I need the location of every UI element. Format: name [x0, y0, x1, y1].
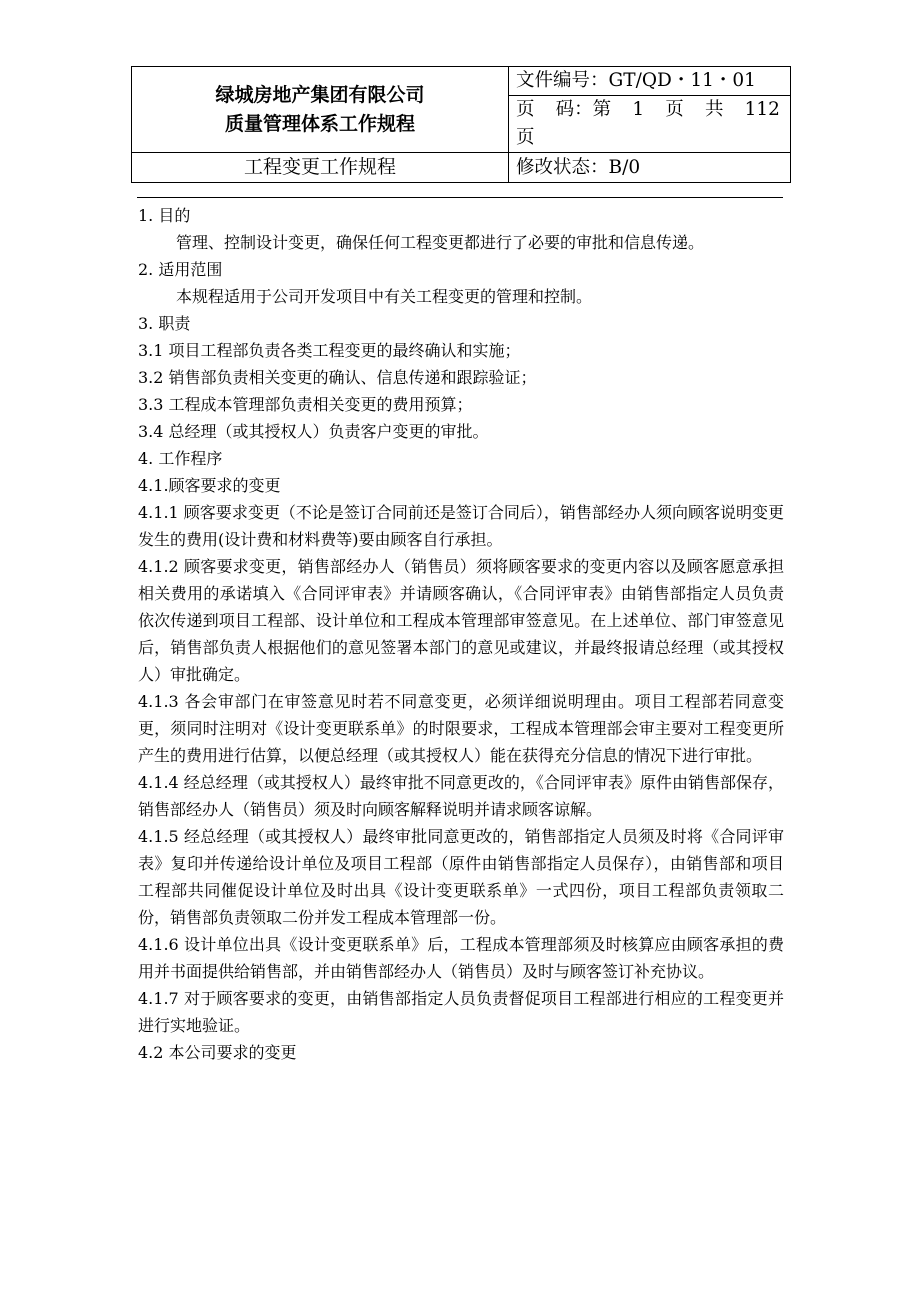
- clause: 4.1.2 顾客要求变更，销售部经办人（销售员）须将顾客要求的变更内容以及顾客愿意承担相关费用的承诺填入《合同评审表》并请顾客确认，《合同评审表》由销售部指定人员负责依次传递到项目工程部、设计单位和工程成本管理部审签意见。在上述单位、部门审签意见后，销售部负责人根据他们的意见签署本部门的意见或建议，并最终报请总经理（或其授权人）审批确定。: [138, 557, 784, 684]
- company-name-cell: [132, 67, 509, 153]
- clause: 4.1.4 经总经理（或其授权人）最终审批不同意更改的，《合同评审表》原件由销售部保存，销售部经办人（销售员）须及时向顾客解释说明并请求顾客谅解。: [138, 773, 784, 819]
- section-heading: 3. 职责: [138, 314, 191, 333]
- page-label-b: 码：第: [555, 99, 612, 120]
- page-total-label: 共: [704, 99, 724, 120]
- section-heading: 1. 目的: [138, 206, 191, 225]
- clause: 4.1.5 经总经理（或其授权人）最终审批同意更改的，销售部指定人员须及时将《合同评审表》复印并传递给设计单位及项目工程部（原件由销售部指定人员保存），由销售部和项目工程部共同催促设计单位及时出具《设计变更联系单》一式四份，项目工程部负责领取二份，销售部负责领取二份并发工程成本管理部一份。: [138, 827, 784, 927]
- header-divider: [137, 197, 783, 198]
- page-current: 1: [632, 99, 645, 120]
- clause: 3.4 总经理（或其授权人）负责客户变更的审批。: [138, 422, 489, 441]
- page-label-a: 页: [516, 99, 535, 120]
- page-total: 112: [744, 99, 780, 120]
- section-heading: 2. 适用范围: [138, 260, 223, 279]
- document-number: 文件编号：GT/QD・11・01: [509, 67, 790, 96]
- page-number-block: [509, 96, 790, 152]
- page-mid-label: 页: [665, 99, 684, 120]
- document-header-table: [131, 66, 791, 183]
- document-title: 工程变更工作规程: [132, 153, 509, 183]
- clause: 4.1.6 设计单位出具《设计变更联系单》后，工程成本管理部须及时核算应由顾客承担的费用并书面提供给销售部，并由销售部经办人（销售员）及时与顾客签订补充协议。: [138, 935, 784, 981]
- clause: 3.1 项目工程部负责各类工程变更的最终确认和实施；: [138, 341, 521, 360]
- section-heading: 4. 工作程序: [138, 449, 223, 468]
- subsection-heading: 4.2 本公司要求的变更: [138, 1043, 297, 1062]
- document-body: [138, 202, 784, 1066]
- system-name: 质量管理体系工作规程: [224, 112, 415, 135]
- revision-status: 修改状态：B/0: [509, 153, 791, 183]
- paragraph: 本规程适用于公司开发项目中有关工程变更的管理和控制。: [176, 287, 593, 306]
- clause: 4.1.3 各会审部门在审签意见时若不同意变更，必须详细说明理由。项目工程部若同意变更，须同时注明对《设计变更联系单》的时限要求，工程成本管理部会审主要对工程变更所产生的费用进行估算，以便总经理（或其授权人）能在获得充分信息的情况下进行审批。: [138, 692, 784, 765]
- document-meta-cell: [509, 67, 791, 153]
- clause: 4.1.1 顾客要求变更（不论是签订合同前还是签订合同后），销售部经办人须向顾客说明变更发生的费用(设计费和材料费等)要由顾客自行承担。: [138, 503, 784, 549]
- subsection-heading: 4.1.顾客要求的变更: [138, 476, 281, 495]
- clause: 3.3 工程成本管理部负责相关变更的费用预算；: [138, 395, 473, 414]
- paragraph: 管理、控制设计变更，确保任何工程变更都进行了必要的审批和信息传递。: [176, 233, 705, 252]
- page-trailing-label: 页: [516, 127, 535, 148]
- company-name: 绿城房地产集团有限公司: [215, 83, 425, 106]
- clause: 3.2 销售部负责相关变更的确认、信息传递和跟踪验证；: [138, 368, 537, 387]
- clause: 4.1.7 对于顾客要求的变更，由销售部指定人员负责督促项目工程部进行相应的工程变更并进行实地验证。: [138, 989, 784, 1035]
